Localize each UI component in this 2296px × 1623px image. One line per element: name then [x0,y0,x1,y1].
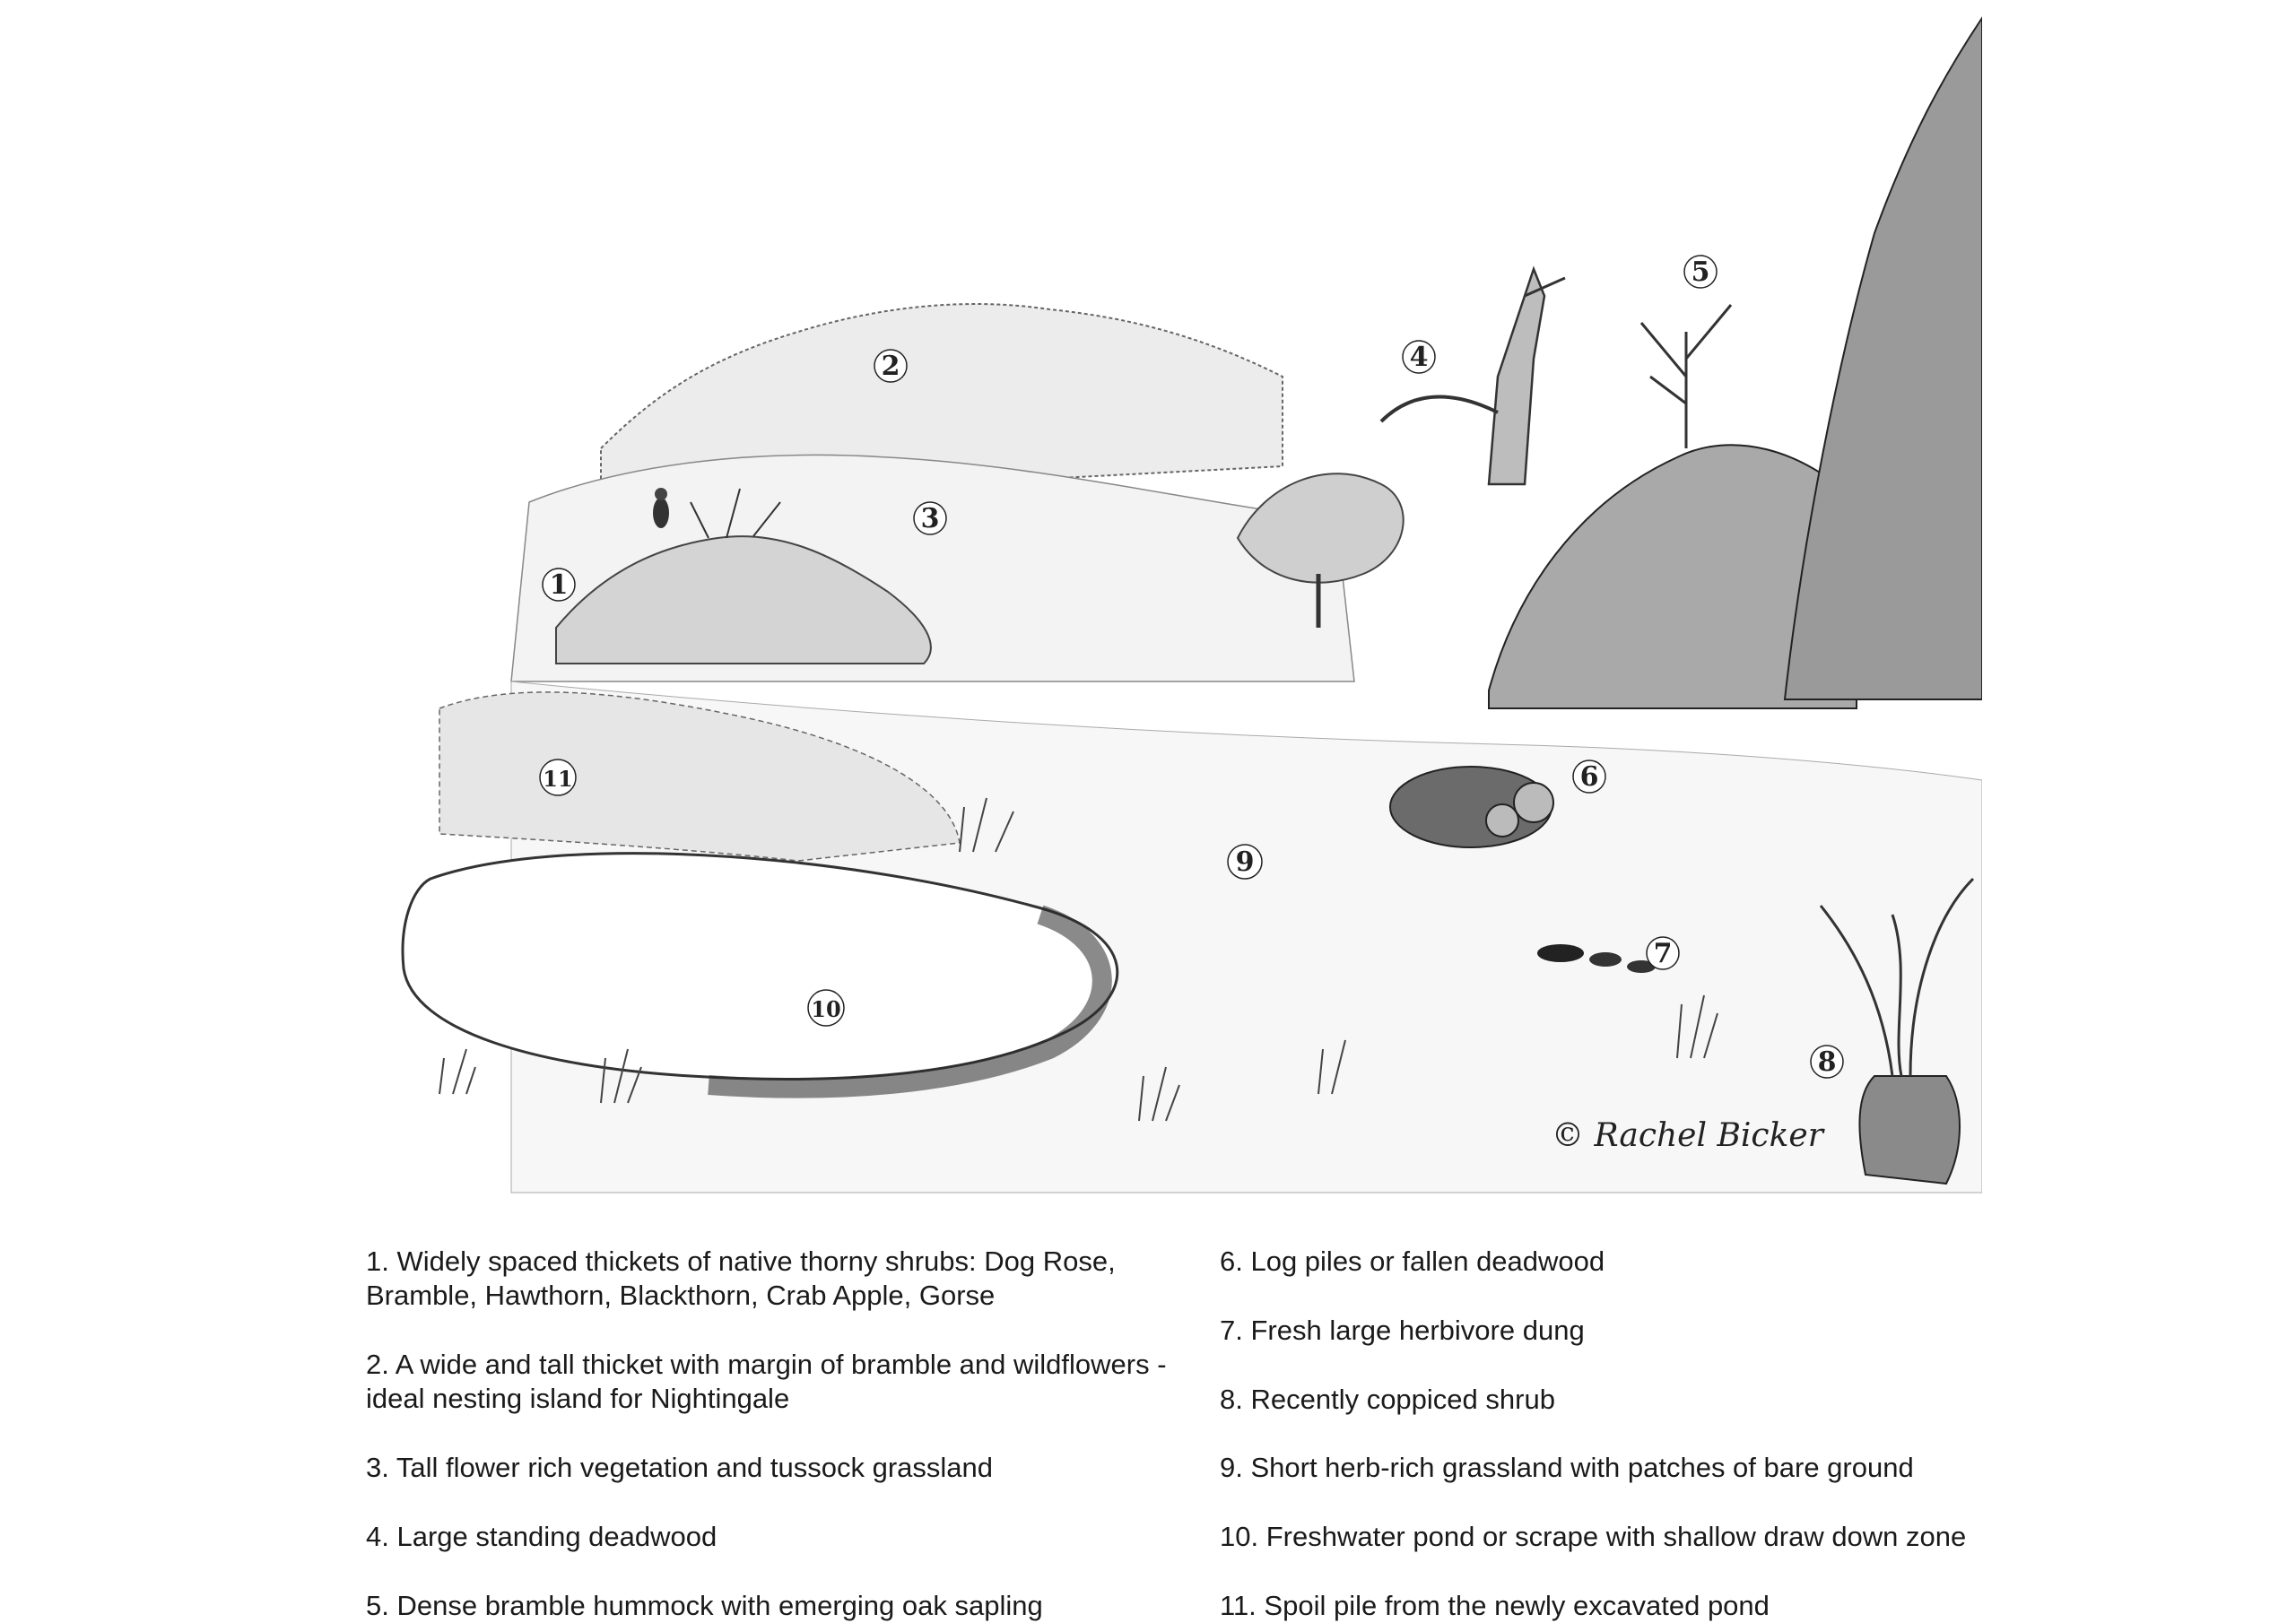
svg-text:7: 7 [1653,938,1673,969]
legend-item-5: 5. Dense bramble hummock with emerging oak sapling [366,1590,1043,1621]
marker-3 [914,502,946,534]
svg-text:1: 1 [549,569,569,601]
legend-item-9: 9. Short herb-rich grassland with patches of bare ground [1220,1452,1914,1483]
legend-item-6: 6. Log piles or fallen deadwood [1220,1245,1605,1277]
legend-item-3: 3. Tall flower rich vegetation and tussock grassland [366,1452,994,1483]
marker-8 [1811,1046,1843,1078]
svg-text:3: 3 [920,503,940,534]
artist-signature: © Rachel Bicker [1552,1117,1823,1154]
legend-item-2: 2. A wide and tall thicket with margin of bramble and wildflowers - ideal nesting island for Nightingale [366,1349,1167,1414]
legend-item-10: 10. Freshwater pond or scrape with shallow draw down zone [1220,1521,1967,1552]
svg-text:5: 5 [1691,256,1710,288]
marker-2 [874,350,907,382]
legend-item-7: 7. Fresh large herbivore dung [1220,1315,1585,1346]
legend-item-1: 1. Widely spaced thickets of native thorny shrubs: Dog Rose, Bramble, Hawthorn, Blackthorn, Crab Apple, Gorse [366,1245,1116,1311]
marker-5 [1684,256,1717,288]
svg-text:11: 11 [543,766,573,792]
svg-text:10: 10 [811,996,841,1022]
legend-item-4: 4. Large standing deadwood [366,1521,718,1552]
svg-text:2: 2 [881,351,900,382]
log-pile-6 [1390,767,1553,847]
marker-9 [1228,845,1262,879]
marker-6 [1573,760,1605,793]
svg-text:8: 8 [1817,1046,1837,1078]
habitat-sketch [332,0,1982,1237]
bird-icon [653,488,669,528]
marker-1 [543,568,575,601]
legend-item-8: 8. Recently coppiced shrub [1220,1384,1555,1415]
svg-text:6: 6 [1579,761,1599,793]
marker-11 [540,759,576,795]
legend-item-11: 11. Spoil pile from the newly excavated pond [1220,1590,1770,1621]
svg-text:9: 9 [1235,846,1255,878]
marker-10 [808,990,844,1026]
svg-text:4: 4 [1409,342,1429,373]
marker-4 [1403,341,1435,373]
pencil-drawing [332,0,1982,1237]
marker-7 [1647,937,1679,969]
